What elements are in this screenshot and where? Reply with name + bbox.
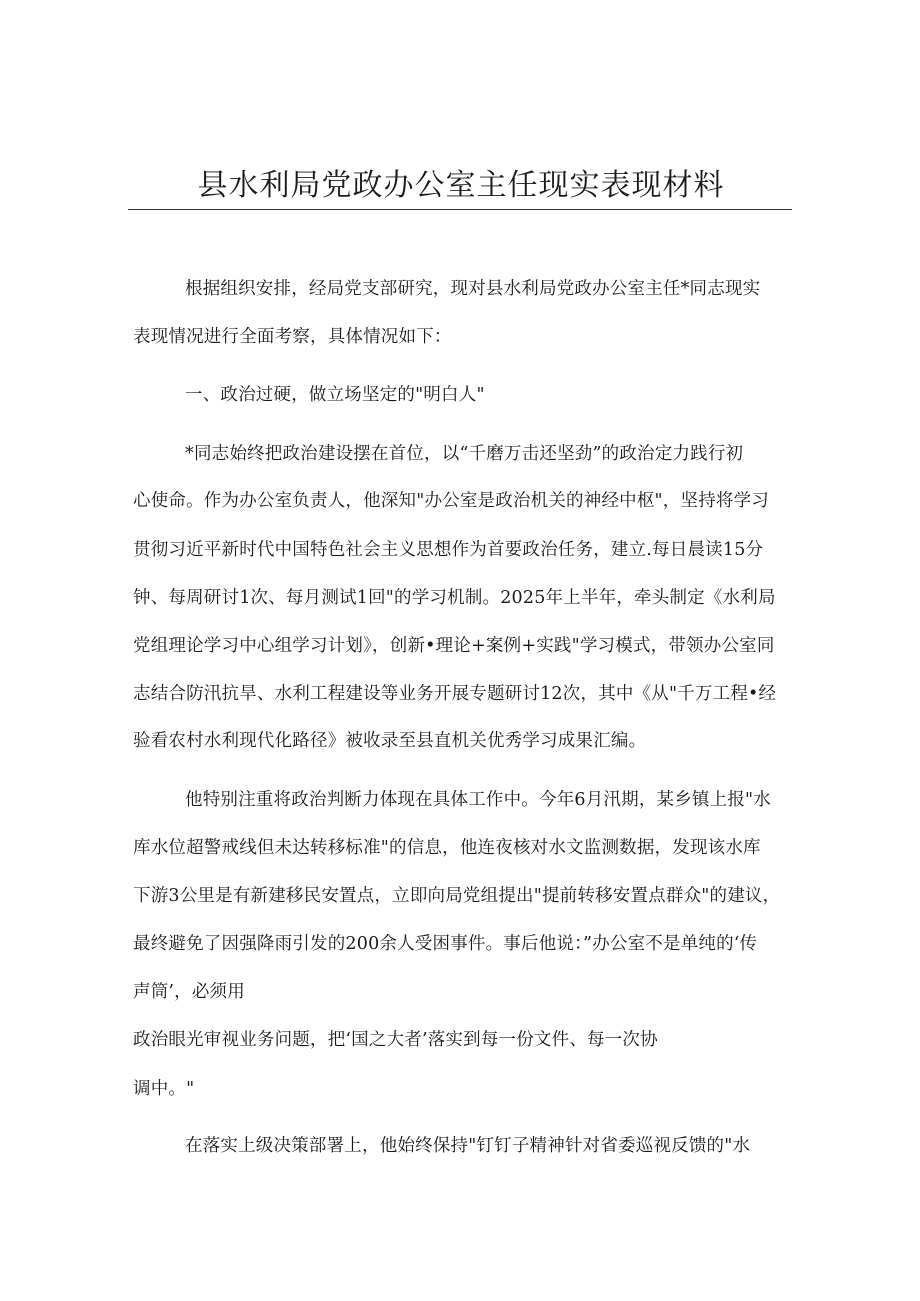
text-line: 验看农村水利现代化路径》被收录至县直机关优秀学习成果汇编。 <box>133 731 647 751</box>
text-line: 调中。" <box>133 1079 195 1099</box>
text-line: 在落实上级决策部署上，他始终保持"钉钉子精神针对省委巡视反馈的"水 <box>185 1136 751 1156</box>
text-line: 志结合防汛抗旱、水利工程建设等业务开展专题研讨12次，其中《从"千万工程•经 <box>133 684 777 704</box>
section-heading: 一、政治过硬，做立场坚定的"明白人" <box>185 385 485 405</box>
text-line: 下游3公里是有新建移民安置点，立即向局党组提出"提前转移安置点群众"的建议， <box>133 886 781 906</box>
text-line: *同志始终把政治建设摆在首位，以“千磨万击还坚劲”的政治定力践行初 <box>185 444 744 464</box>
text-line: 钟、每周研讨1次、每月测试1回"的学习机制。2025年上半年，牵头制定《水利局 <box>133 588 776 608</box>
document-title: 县水利局党政办公室主任现实表现材料 <box>197 168 725 203</box>
text-line: 库水位超警戒线但未达转移标准"的信息，他连夜核对水文监测数据，发现该水库 <box>133 838 761 858</box>
text-line: 声筒’，必须用 <box>133 982 245 1002</box>
text-line: 贯彻习近平新时代中国特色社会主义思想作为首要政治任务，建立.每日晨读15分 <box>133 540 764 560</box>
text-line: 心使命。作为办公室负责人，他深知"办公室是政治机关的神经中枢"，坚持将学习 <box>133 491 769 511</box>
text-line: 最终避免了因强降雨引发的200余人受困事件。事后他说：”办公室不是单纯的‘传 <box>133 934 758 954</box>
text-line: 党组理论学习中心组学习计划》，创新•理论+案例+实践"学习模式，带领办公室同 <box>133 636 775 656</box>
text-line: 表现情况进行全面考察，具体情况如下： <box>133 327 452 347</box>
title-underline <box>128 209 792 210</box>
text-line: 根据组织安排，经局党支部研究，现对县水利局党政办公室主任*同志现实 <box>185 279 761 299</box>
text-line: 他特别注重将政治判断力体现在具体工作中。今年6月汛期，某乡镇上报"水 <box>185 790 771 810</box>
text-line: 政治眼光审视业务问题，把‘国之大者’落实到每一份文件、每一次协 <box>133 1030 658 1050</box>
